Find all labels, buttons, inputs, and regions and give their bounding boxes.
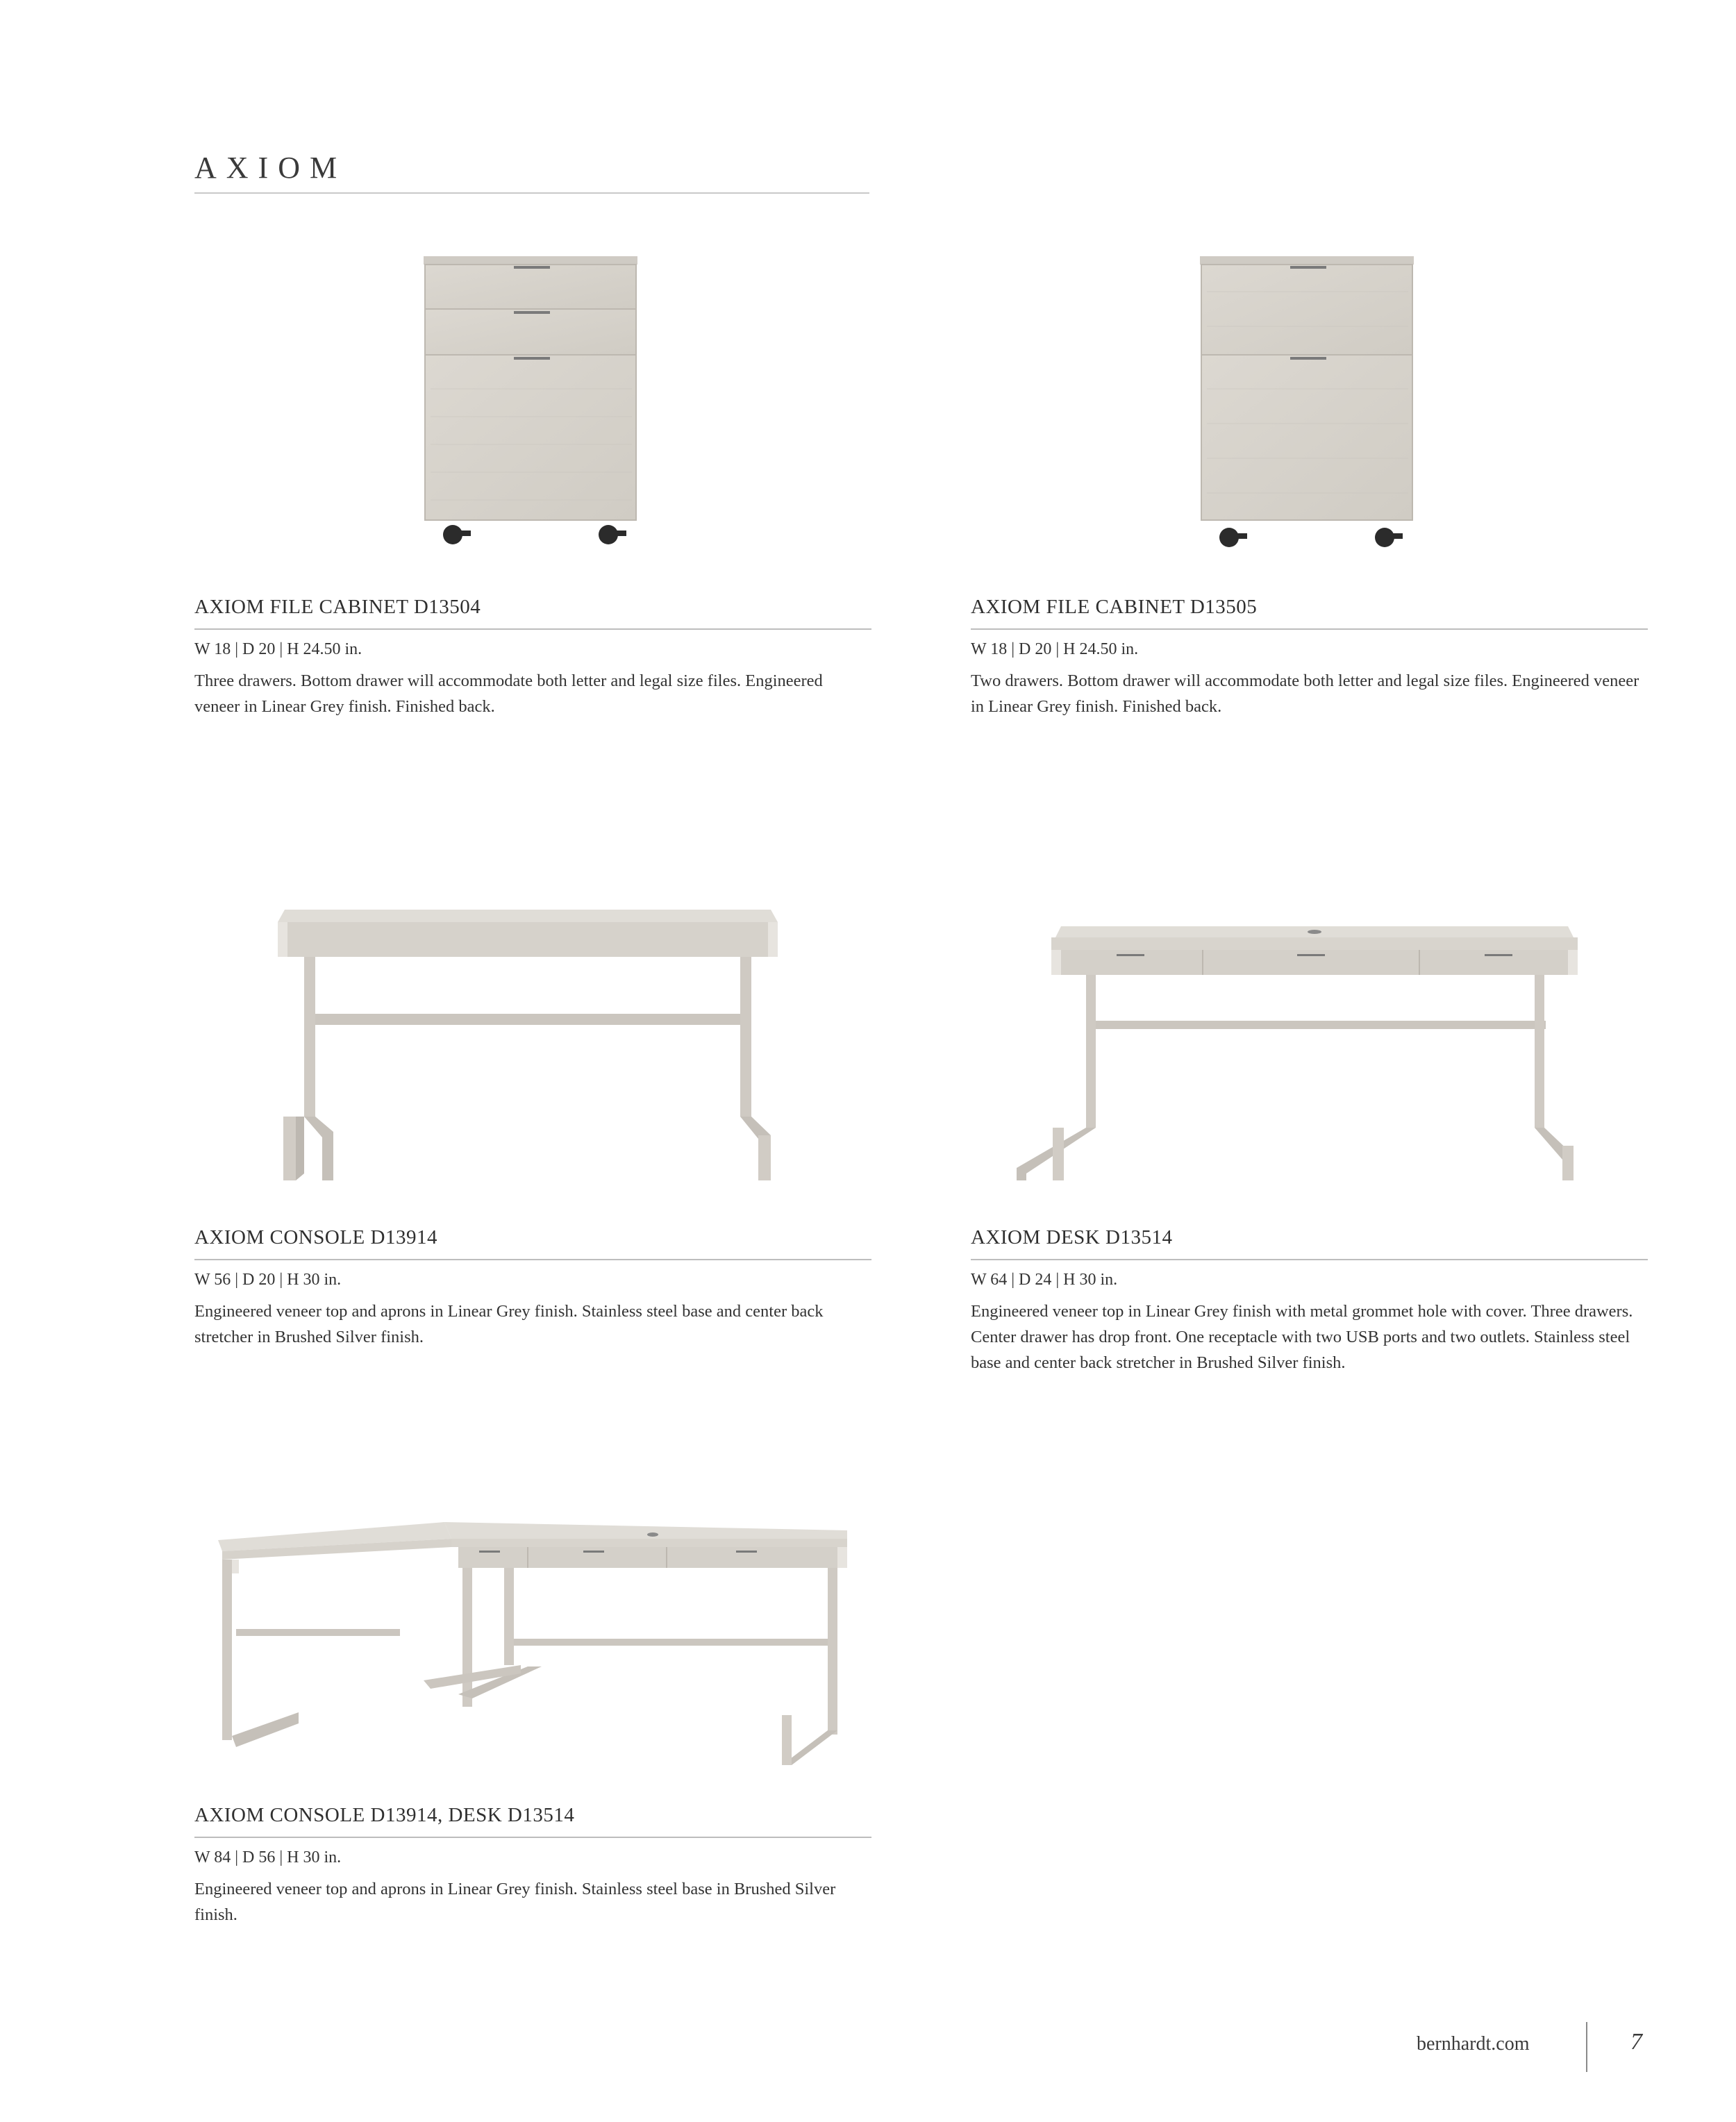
product-description: Three drawers. Bottom drawer will accommodate both letter and legal size files. Engineered veneer in Linear Grey finish. Finished back.: [194, 671, 823, 716]
product-description: Two drawers. Bottom drawer will accommodate both letter and legal size files. Engineered veneer in Linear Grey finish. Finished back.: [971, 671, 1639, 716]
product-dimensions: W 64 | D 24 | H 30 in.: [971, 1271, 1118, 1289]
file-cabinet-two-drawer-image: [971, 250, 1648, 555]
footer-website: bernhardt.com: [1417, 2033, 1530, 2055]
console-table-image: [194, 896, 871, 1194]
l-shaped-desk-image: [194, 1507, 871, 1785]
product-name: AXIOM FILE CABINET D13505: [971, 596, 1258, 618]
desk-image: [971, 896, 1648, 1194]
file-cabinet-three-drawer-illustration: [194, 250, 871, 555]
product-name-divider: [971, 628, 1648, 630]
product-name-divider: [194, 628, 871, 630]
product-dimensions: W 18 | D 20 | H 24.50 in.: [194, 640, 362, 658]
title-divider: [194, 192, 869, 194]
page-title: AXIOM: [194, 151, 347, 185]
product-dimensions: W 18 | D 20 | H 24.50 in.: [971, 640, 1139, 658]
product-dimensions: W 56 | D 20 | H 30 in.: [194, 1271, 342, 1289]
product-name: AXIOM CONSOLE D13914, DESK D13514: [194, 1804, 575, 1826]
product-dimensions: W 84 | D 56 | H 30 in.: [194, 1848, 342, 1866]
product-name: AXIOM FILE CABINET D13504: [194, 596, 481, 618]
product-name: AXIOM CONSOLE D13914: [194, 1226, 437, 1248]
product-name-divider: [971, 1259, 1648, 1260]
product-description: Engineered veneer top and aprons in Linear Grey finish. Stainless steel base in Brushed Silver finish.: [194, 1880, 836, 1924]
product-name: AXIOM DESK D13514: [971, 1226, 1173, 1248]
file-cabinet-two-drawer-illustration: [971, 250, 1648, 555]
desk-illustration: [971, 896, 1648, 1194]
console-table-illustration: [194, 896, 871, 1194]
page-number: 7: [1630, 2029, 1642, 2055]
l-shaped-desk-illustration: [194, 1507, 871, 1785]
file-cabinet-three-drawer-image: [194, 250, 871, 555]
product-name-divider: [194, 1837, 871, 1838]
product-name-divider: [194, 1259, 871, 1260]
footer-divider: [1586, 2022, 1587, 2072]
product-description: Engineered veneer top in Linear Grey finish with metal grommet hole with cover. Three drawers. Center drawer has drop front. One receptacle with two USB ports and two outlets. Stainless steel base and center back stretcher in Brushed Silver finish.: [971, 1302, 1633, 1372]
product-description: Engineered veneer top and aprons in Linear Grey finish. Stainless steel base and center back stretcher in Brushed Silver finish.: [194, 1302, 824, 1346]
